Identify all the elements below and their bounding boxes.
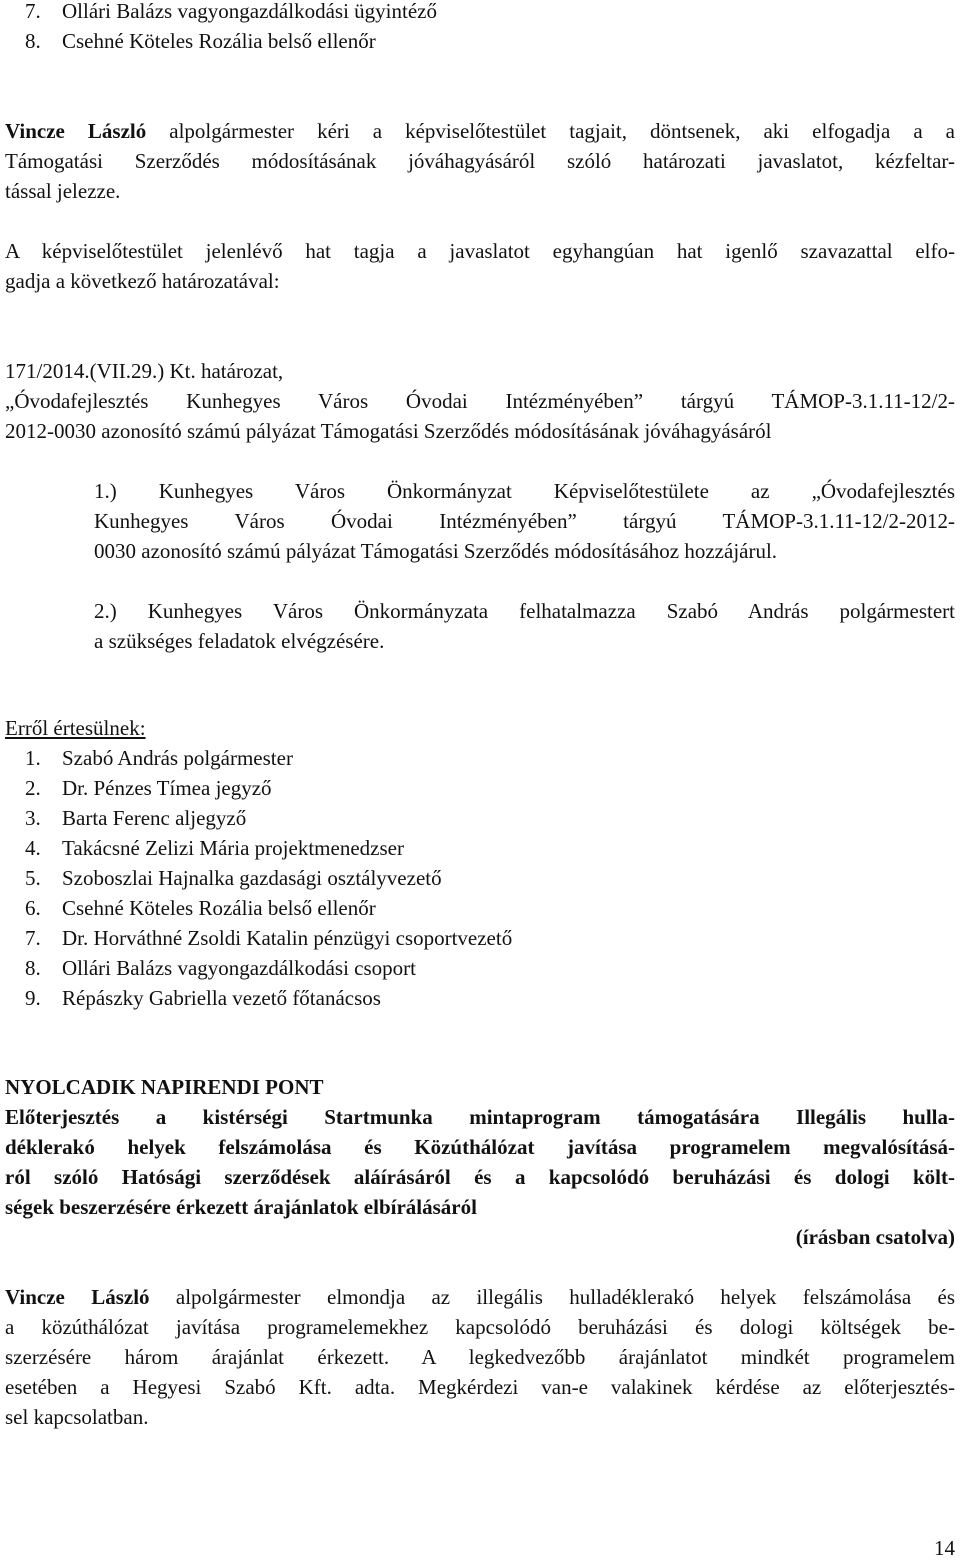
paragraph-line: Támogatási Szerződés módosításának jóváhagyásáról szóló határozati javaslatot, kézfeltar- [5, 149, 955, 173]
list-item: 5. Szoboszlai Hajnalka gazdasági osztályvezető [25, 866, 442, 890]
agenda-title-line: ról szóló Hatósági szerződések aláírásáról és a kapcsolódó beruházási és dologi költ- [5, 1165, 955, 1189]
list-item [5, 26, 955, 56]
paragraph-line: gadja a következő határozatával: [5, 269, 280, 293]
resolution-line: Kunhegyes Város Óvodai Intézményében” tárgyú TÁMOP-3.1.11-12/2-2012- [94, 509, 955, 533]
attached-note: (írásban csatolva) [795, 1225, 955, 1249]
vote-result-paragraph [5, 236, 955, 296]
paragraph-line: esetében a Hegyesi Szabó Kft. adta. Megkérdezi van-e valakinek kérdése az előterjesztés- [5, 1375, 955, 1399]
agenda-heading: NYOLCADIK NAPIRENDI PONT [5, 1075, 324, 1099]
resolution-line: 0030 azonosító számú pályázat Támogatási Szerződés módosításához hozzájárul. [94, 539, 778, 563]
paragraph-line: Vincze László alpolgármester elmondja az illegális hulladéklerakó helyek felszámolása és [5, 1285, 956, 1309]
list-item: 3. Barta Ferenc aljegyző [25, 806, 247, 830]
list-item: 7. Dr. Horváthné Zsoldi Katalin pénzügyi csoportvezető [25, 926, 513, 950]
agenda-title-line: ségek beszerzésére érkezett árajánlatok elbírálásáról [5, 1195, 477, 1219]
paragraph-line: A képviselőtestület jelenlévő hat tagja a javaslatot egyhangúan hat igenlő szavazattal elfo- [5, 239, 955, 263]
paragraph-line: szerzésére három árajánlat érkezett. A legkedvezőbb árajánlatot mindkét programelem [5, 1345, 955, 1369]
paragraph-line: Vincze László alpolgármester kéri a képviselőtestület tagjait, döntsenek, aki elfogadja a a [5, 119, 955, 143]
resolution-number: 171/2014.(VII.29.) Kt. határozat, [5, 359, 284, 383]
notify-list [5, 743, 955, 1013]
notify-heading: Erről értesülnek: [5, 716, 146, 740]
resolution-line: a szükséges feladatok elvégzésére. [94, 629, 385, 653]
agenda-title-line: Előterjesztés a kistérségi Startmunka mintaprogram támogatására Illegális hulla- [5, 1105, 955, 1129]
list-item [5, 0, 955, 26]
resolution-title-line: „Óvodafejlesztés Kunhegyes Város Óvodai Intézményében” tárgyú TÁMOP-3.1.11-12/2- [5, 389, 955, 413]
resolution-title-line: 2012-0030 azonosító számú pályázat Támogatási Szerződés módosításának jóváhagyásáról [5, 419, 772, 443]
vote-request-paragraph [5, 116, 955, 206]
resolution-header [5, 356, 955, 446]
resolution-point-2 [94, 596, 955, 656]
speaker-name: Vincze László [5, 119, 147, 143]
paragraph-line: sel kapcsolatban. [5, 1405, 149, 1429]
list-item-number: 8. [25, 29, 41, 53]
resolution-point-1 [94, 476, 955, 566]
paragraph-line: a közúthálózat javítása programelemekhez kapcsolódó beruházási és dologi költségek be- [5, 1315, 955, 1339]
agenda-item [5, 1072, 955, 1252]
list-item-number: 7. [25, 0, 41, 23]
list-item: 9. Répászky Gabriella vezető főtanácsos [25, 986, 381, 1010]
list-item: 6. Csehné Köteles Rozália belső ellenőr [25, 896, 376, 920]
list-item: 4. Takácsné Zelizi Mária projektmenedzser [25, 836, 404, 860]
notify-section [5, 713, 955, 1013]
paragraph-line: tással jelezze. [5, 179, 121, 203]
page-number: 14 [934, 1536, 955, 1560]
list-item-text: Csehné Köteles Rozália belső ellenőr [62, 29, 376, 53]
previous-notify-list [5, 0, 955, 56]
resolution-line: 1.) Kunhegyes Város Önkormányzat Képviselőtestülete az „Óvodafejlesztés [94, 479, 955, 503]
speaker-name: Vincze László [5, 1285, 150, 1309]
resolution-line: 2.) Kunhegyes Város Önkormányzata felhatalmazza Szabó András polgármestert [94, 599, 955, 623]
agenda-title-line: déklerakó helyek felszámolása és Közúthálózat javítása programelem megvalósításá- [5, 1135, 955, 1159]
list-item: 1. Szabó András polgármester [25, 746, 293, 770]
list-item-text: Ollári Balázs vagyongazdálkodási ügyintéző [62, 0, 437, 23]
speaker-paragraph [5, 1282, 955, 1432]
list-item: 2. Dr. Pénzes Tímea jegyző [25, 776, 272, 800]
list-item: 8. Ollári Balázs vagyongazdálkodási csoport [25, 956, 416, 980]
